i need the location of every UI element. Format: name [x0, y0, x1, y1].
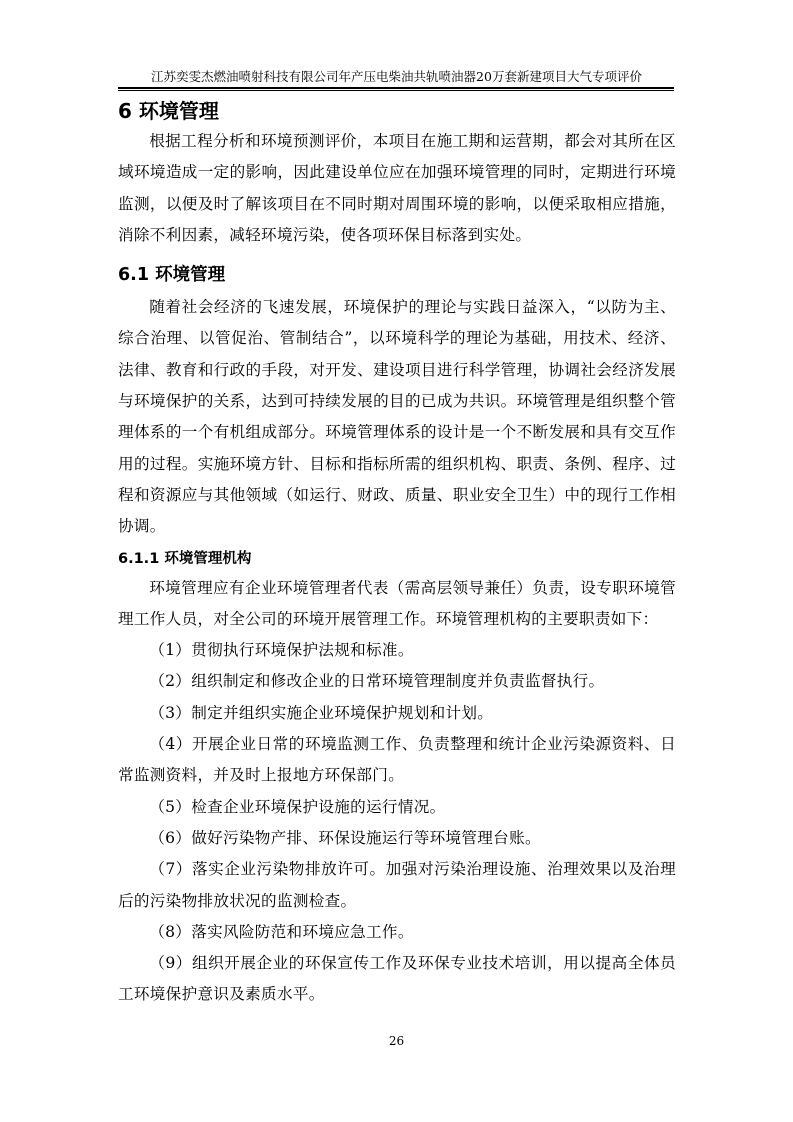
running-header: 江苏奕雯杰燃油喷射科技有限公司年产压电柴油共轨喷油器20万套新建项目大气专项评价	[151, 69, 642, 84]
subsection-intro-paragraph: 环境管理应有企业环境管理者代表（需高层领导兼任）负责，设专职环境管理工作人员，对全公司的环境开展管理工作。环境管理机构的主要职责如下：	[118, 578, 676, 628]
section-paragraph: 随着社会经济的飞速发展，环境保护的理论与实践日益深入，“以防为主、综合治理、以管促治、管制结合”，以环境科学的理论为基础，用技术、经济、法律、教育和行政的手段，对开发、建设项目进行科学管理，协调社会经济发展与环境保护的关系，达到可持续发展的目的已成为共识。环境管理是组织整个管理体系的一个有机组成部分。环境管理体系的设计是一个不断发展和具有交互作用的过程。实施环境方针、目标和指标所需的组织机构、职责、条例、程序、过程和资源应与其他领域（如运行、财政、质量、职业安全卫生）中的现行工作相协调。	[118, 298, 676, 536]
section-heading: 6.1 环境管理	[118, 265, 226, 286]
header-rule	[118, 87, 674, 89]
chapter-heading: 6 环境管理	[118, 99, 219, 123]
duty-item-3: （3）制定并组织实施企业环境保护规划和计划。	[149, 703, 494, 722]
duty-item-5: （5）检查企业环境保护设施的运行情况。	[149, 797, 446, 816]
duty-item-8: （8）落实风险防范和环境应急工作。	[149, 922, 414, 941]
page-number: 26	[388, 1034, 405, 1048]
duty-item-4: （4）开展企业日常的环境监测工作、负责整理和统计企业污染源资料、日常监测资料，并及时上报地方环保部门。	[118, 735, 676, 785]
page-content	[118, 96, 676, 1011]
duty-item-6: （6）做好污染物产排、环保设施运行等环境管理台账。	[149, 828, 541, 847]
header-rule-thin	[118, 90, 674, 91]
duty-item-7: （7）落实企业污染物排放许可。加强对污染治理设施、治理效果以及治理后的污染物排放状况的监测检查。	[118, 860, 676, 910]
duty-item-1: （1）贯彻执行环境保护法规和标准。	[149, 641, 414, 660]
duty-item-9: （9）组织开展企业的环保宣传工作及环保专业技术培训，用以提高全体员工环境保护意识及素质水平。	[118, 954, 676, 1004]
chapter-intro-paragraph: 根据工程分析和环境预测评价，本项目在施工期和运营期，都会对其所在区域环境造成一定的影响，因此建设单位应在加强环境管理的同时，定期进行环境监测，以便及时了解该项目在不同时期对周围环境的影响，以便采取相应措施，消除不利因素，减轻环境污染，使各项环保目标落到实处。	[118, 132, 676, 244]
duty-item-2: （2）组织制定和修改企业的日常环境管理制度并负责监督执行。	[149, 672, 605, 691]
subsection-heading: 6.1.1 环境管理机构	[118, 550, 252, 567]
